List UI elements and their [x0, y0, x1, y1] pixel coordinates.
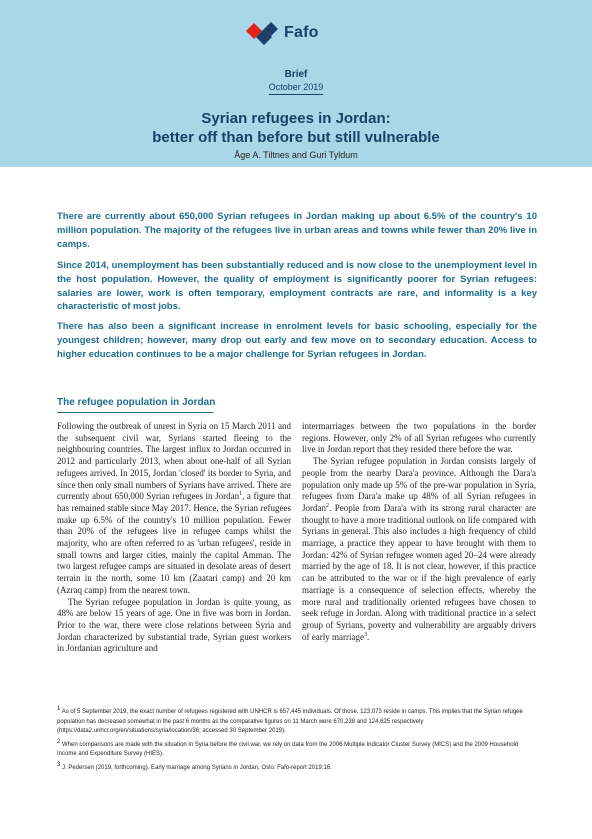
footnote-mark: 3 [57, 761, 61, 768]
footnote-mark: 2 [57, 738, 61, 745]
footnote [57, 761, 537, 774]
text-run: . People from Dara'a with its strong rural character are thought to have a more traditional outlook on life compared with Syrians in general. This also includes a high frequency of child marriage, a practice they appear to have brought with them to Jordan: 42% of Syrian refugee women aged 20–24 were already married by the age of 18. It is not clear, however, if this practice can be attributed to the war or if the high prevalence of early marriage is a consequence of selection effects, whereby the more rural and traditionally oriented refugees have chosen to seek refuge in Jordan. Along with traditional practice in a select group of Syrians, poverty and vulnerability are arguably drivers of early marriage [302, 502, 536, 642]
fafo-logo [246, 21, 319, 45]
footnote-text: When comparisons are made with the situation in Syria before the civil war, we rely on data from the 2006 Multiple Indicator Cluster Survey (MICS) and the 2009 Household Income and Expenditure Survey (HIES). [57, 741, 519, 758]
footnote [57, 738, 537, 760]
summary-paragraph-3: There has also been a significant increase in enrolment levels for basic schooling, especially for the youngest children; however, many drop out early and few move on to secondary education. Access to higher education continues to be a major challenge for Syrian refugees in Jordan. [57, 321, 537, 360]
body-column-left [57, 421, 291, 655]
authors: Åge A. Tiltnes and Guri Tyldum [234, 150, 358, 160]
title-line-2: better off than before but still vulnerable [152, 129, 440, 146]
text-run: . [366, 631, 370, 642]
text-run: , a figure that has remained stable since May 2017. Hence, the Syrian refugees make up 6.5% of the country's 10 million population. Fewer than 20% of the refugees live in refugee camps whilst the majority, who are often referred to as 'urban refugees', reside in small towns and larger cities, mainly the capital Amman. The two largest refugee camps are situated in desolate areas of desert terrain in the north, some 10 km (Zaatari camp) and 20 km (Azraq camp) from the nearest town. [57, 491, 291, 595]
footnote-text: As of 5 September 2019, the exact number of refugees registered with UNHCR is 657,445 individuals. Of those, 123,073 reside in camps. This implies that the Syrian refugee population has decreased somewhat in the past 6 months as the comparative figures on 11 March were 670,238 and 124,625 respectively (https://data2.unhcr.org/en/situations/syria/location/36; accessed 30 September 2019). [57, 709, 523, 735]
section-heading: The refugee population in Jordan [57, 397, 216, 408]
title-line-1: Syrian refugees in Jordan: [201, 110, 391, 127]
page-title [0, 109, 592, 147]
footnote-ref: 1 [239, 491, 243, 498]
footnote-ref: 2 [326, 502, 329, 509]
body-column-right [302, 421, 536, 643]
text-run: Following the outbreak of unrest in Syria on 15 March 2011 and the subsequent civil war, Syrians started fleeing to the neighbouring countries. The largest influx to Jordan occurred in 2012 and particularly 2013, when about one-half of all Syrian refugees arrived. In 2015, Jordan 'closed' its border to Syria, and since then only small numbers of Syrians have arrived. There are currently about 650,000 Syrian refugees in Jordan [57, 421, 292, 502]
body-paragraph [302, 456, 536, 643]
logo-text: Fafo [284, 24, 319, 41]
footnote-ref: 3 [363, 631, 367, 638]
header-band [0, 0, 592, 167]
doc-date: October 2019 [268, 82, 324, 92]
body-paragraph: intermarriages between the two populations in the border regions. However, only 2% of all Syrian refugees who currently live in Jordan report that they resided there before the war. [302, 421, 536, 455]
date-divider [269, 94, 323, 95]
summary-paragraph-1: There are currently about 650,000 Syrian refugees in Jordan making up about 6.5% of the country's 10 million population. The majority of the refugees live in urban areas and towns while fewer than 20% live in camps. [57, 211, 537, 250]
section-rule [57, 412, 213, 413]
footnote-mark: 1 [57, 706, 61, 712]
footnote-text: J. Pedersen (2019, forthcoming), Early marriage among Syrians in Jordan, Oslo: Fafo-report 2019:16. [62, 764, 332, 771]
body-paragraph: The Syrian refugee population in Jordan is quite young, as 48% are below 15 years of age. One in five was born in Jordan. Prior to the war, there were close relations between Syria and Jordan characterized by substantial trade, Syrian guest workers in Jordanian agriculture and [57, 596, 291, 654]
fafo-logo-icon [246, 21, 280, 45]
doc-type: Brief [284, 69, 308, 80]
body-paragraph [57, 421, 291, 597]
text-run: The Syrian refugee population in Jordan consists largely of people from the nearby Dara'a province. Although the Dara'a population only made up 5% of the pre-war population in Syria, refugees from Dara'a make up 48% of all Syrian refugees in Jordan [302, 456, 536, 513]
footnote [57, 708, 537, 737]
summary-paragraph-2: Since 2014, unemployment has been substantially reduced and is now close to the unemployment level in the host population. However, the quality of employment is significantly poorer for Syrian refugees: salaries are lower, work is often temporary, employment contracts are rare, and informality is a key characteristic of most jobs. [57, 260, 537, 313]
footnotes [57, 708, 537, 778]
